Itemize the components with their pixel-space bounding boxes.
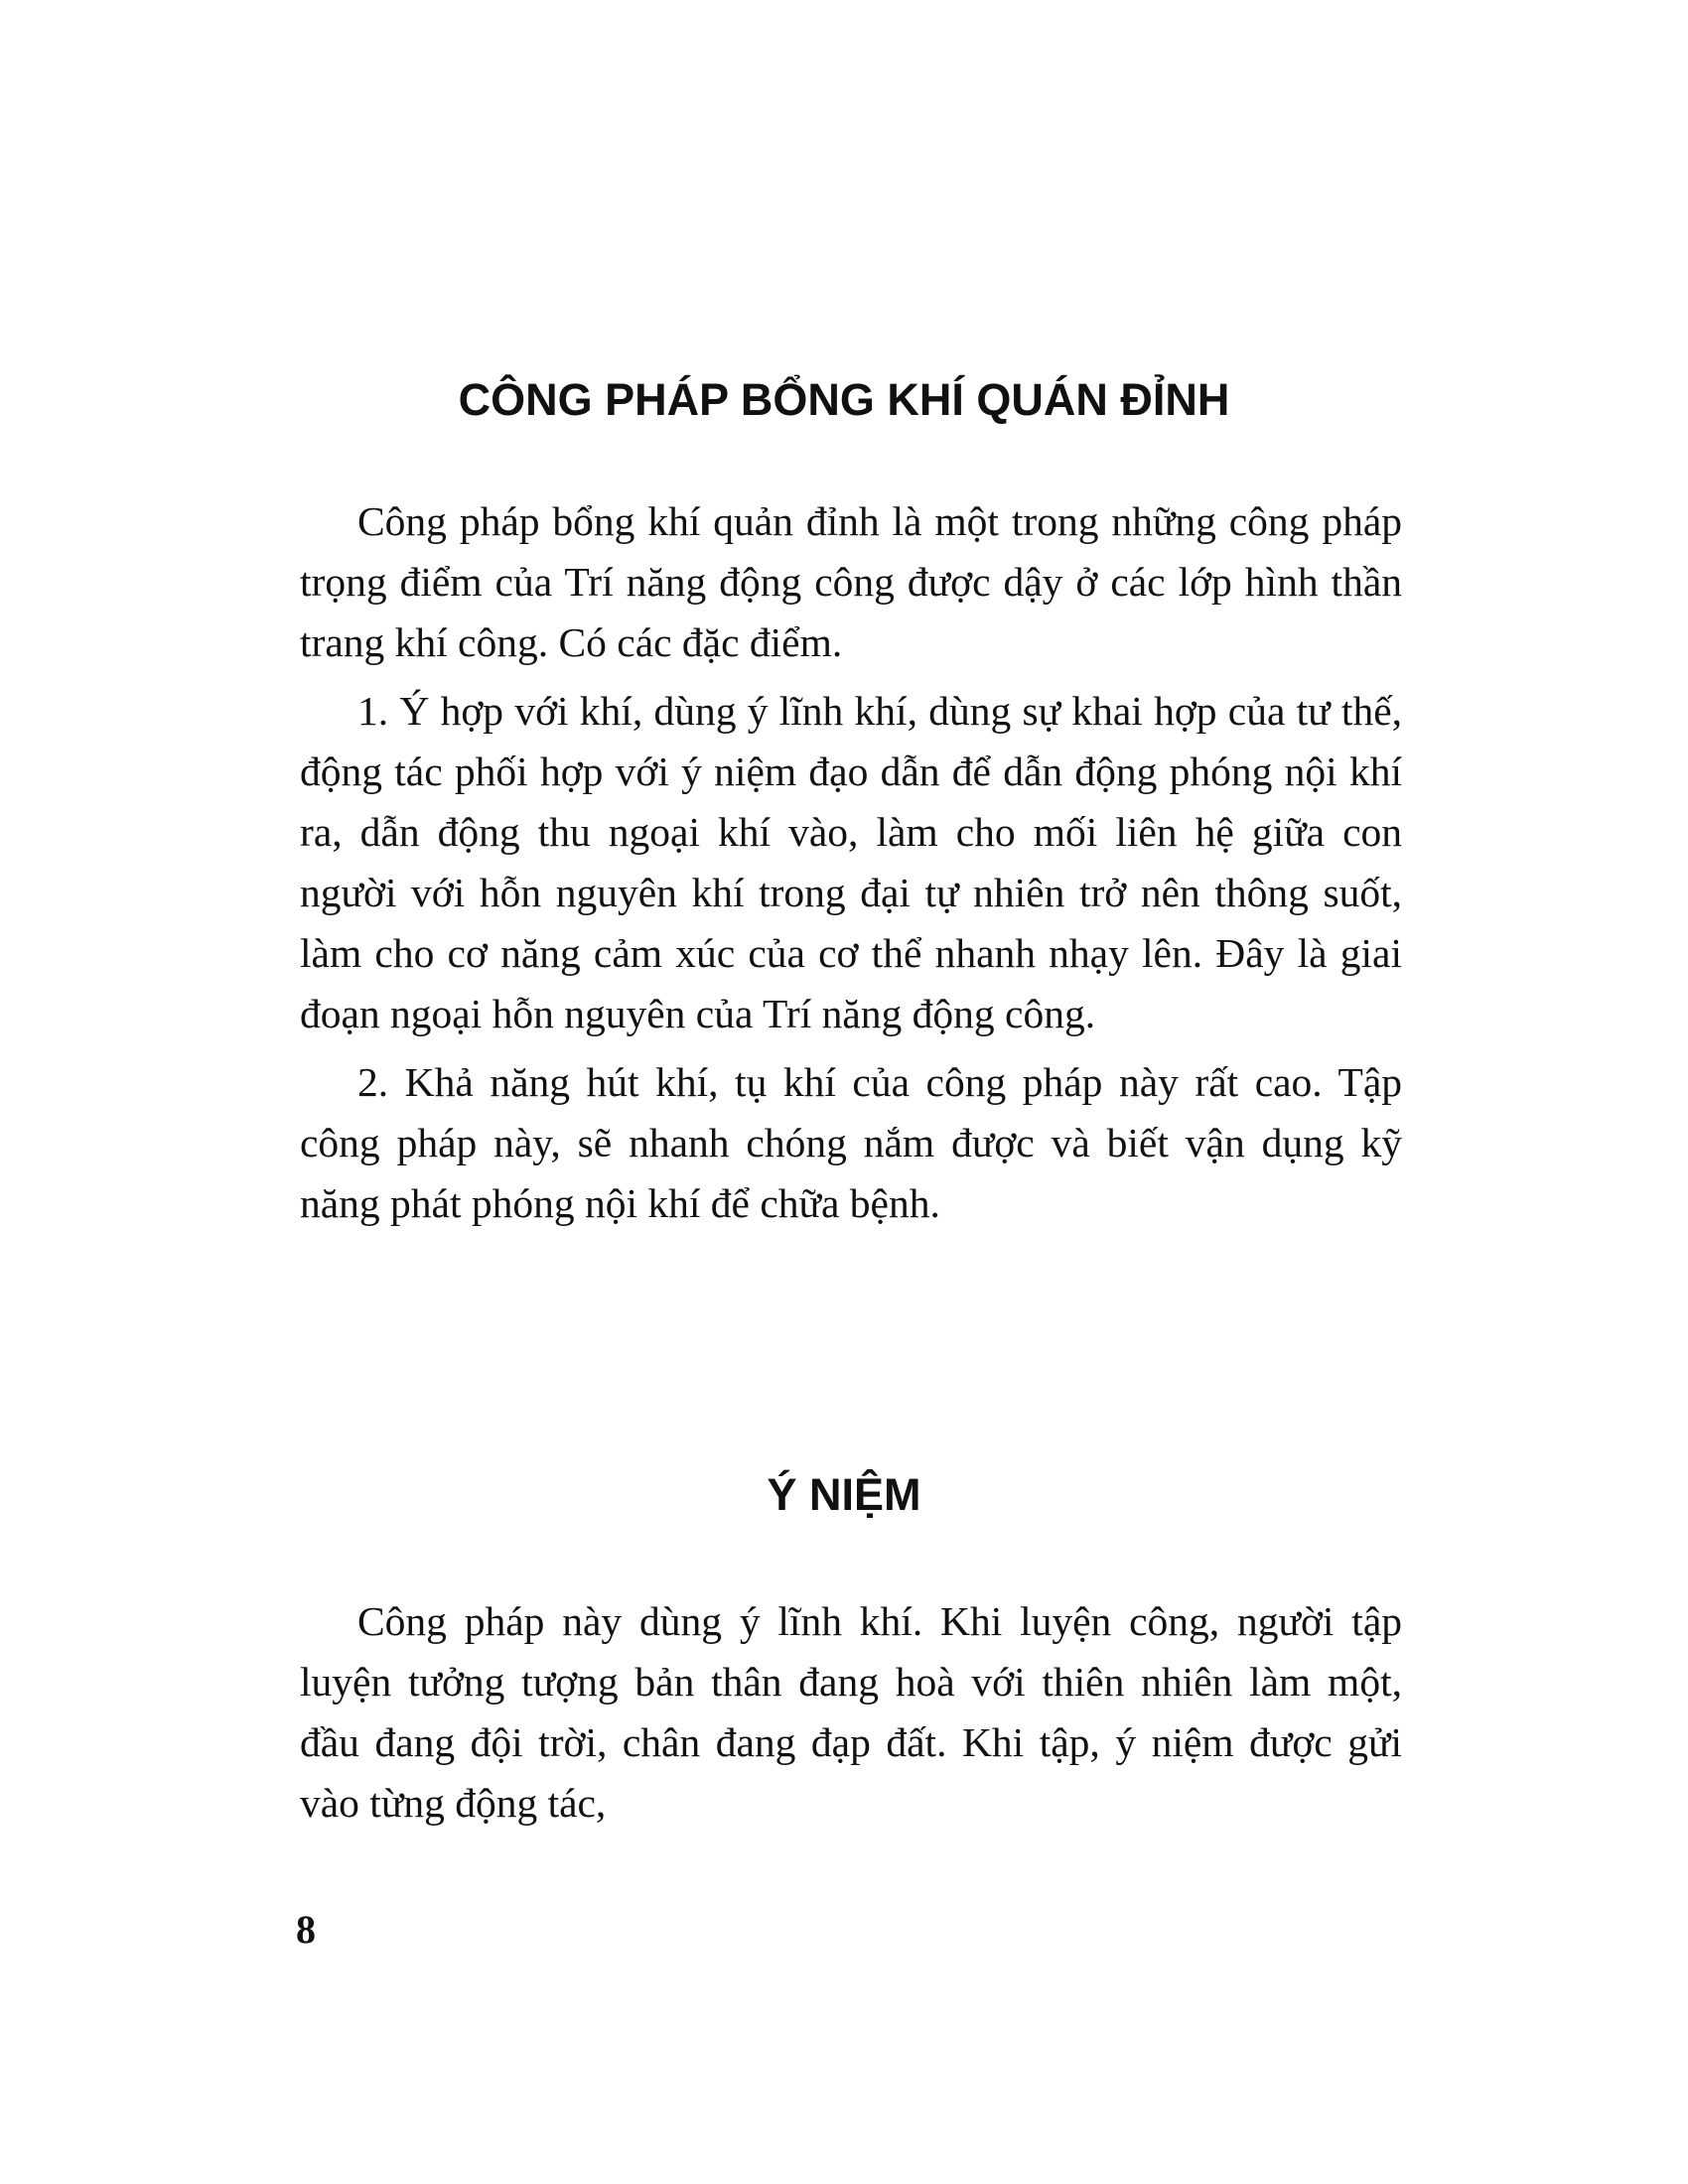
y-niem-paragraph: Công pháp này dùng ý lĩnh khí. Khi luyện công, người tập luyện tưởng tượng bản thân đang hoà với thiên nhiên làm một, đầu đang đội trời, chân đang đạp đất. Khi tập, ý niệm được gửi vào từng động tác, [300, 1598, 1402, 1826]
section-heading-y-niem: Ý NIỆM [767, 1469, 921, 1520]
page-number: 8 [296, 1907, 316, 1952]
intro-paragraph: Công pháp bổng khí quản đỉnh là một trong những công pháp trọng điểm của Trí năng động công được dậy ở các lớp hình thần trang khí công. Có các đặc điểm. [300, 498, 1402, 665]
section-body-cong-phap [300, 491, 1402, 1234]
section-body-y-niem [300, 1591, 1402, 1834]
section-heading-cong-phap: CÔNG PHÁP BỔNG KHÍ QUÁN ĐỈNH [458, 374, 1230, 425]
feature-paragraph-1: 1. Ý hợp với khí, dùng ý lĩnh khí, dùng sự khai hợp của tư thế, động tác phối hợp với ý niệm đạo dẫn để dẫn động phóng nội khí ra, dẫn động thu ngoại khí vào, làm cho mối liên hệ giữa con người với hỗn nguyên khí trong đại tự nhiên trở nên thông suốt, làm cho cơ năng cảm xúc của cơ thể nhanh nhạy lên. Đây là giai đoạn ngoại hỗn nguyên của Trí năng động công. [300, 688, 1402, 1036]
feature-paragraph-2: 2. Khả năng hút khí, tụ khí của công pháp này rất cao. Tập công pháp này, sẽ nhanh chóng nắm được và biết vận dụng kỹ năng phát phóng nội khí để chữa bệnh. [300, 1059, 1402, 1226]
